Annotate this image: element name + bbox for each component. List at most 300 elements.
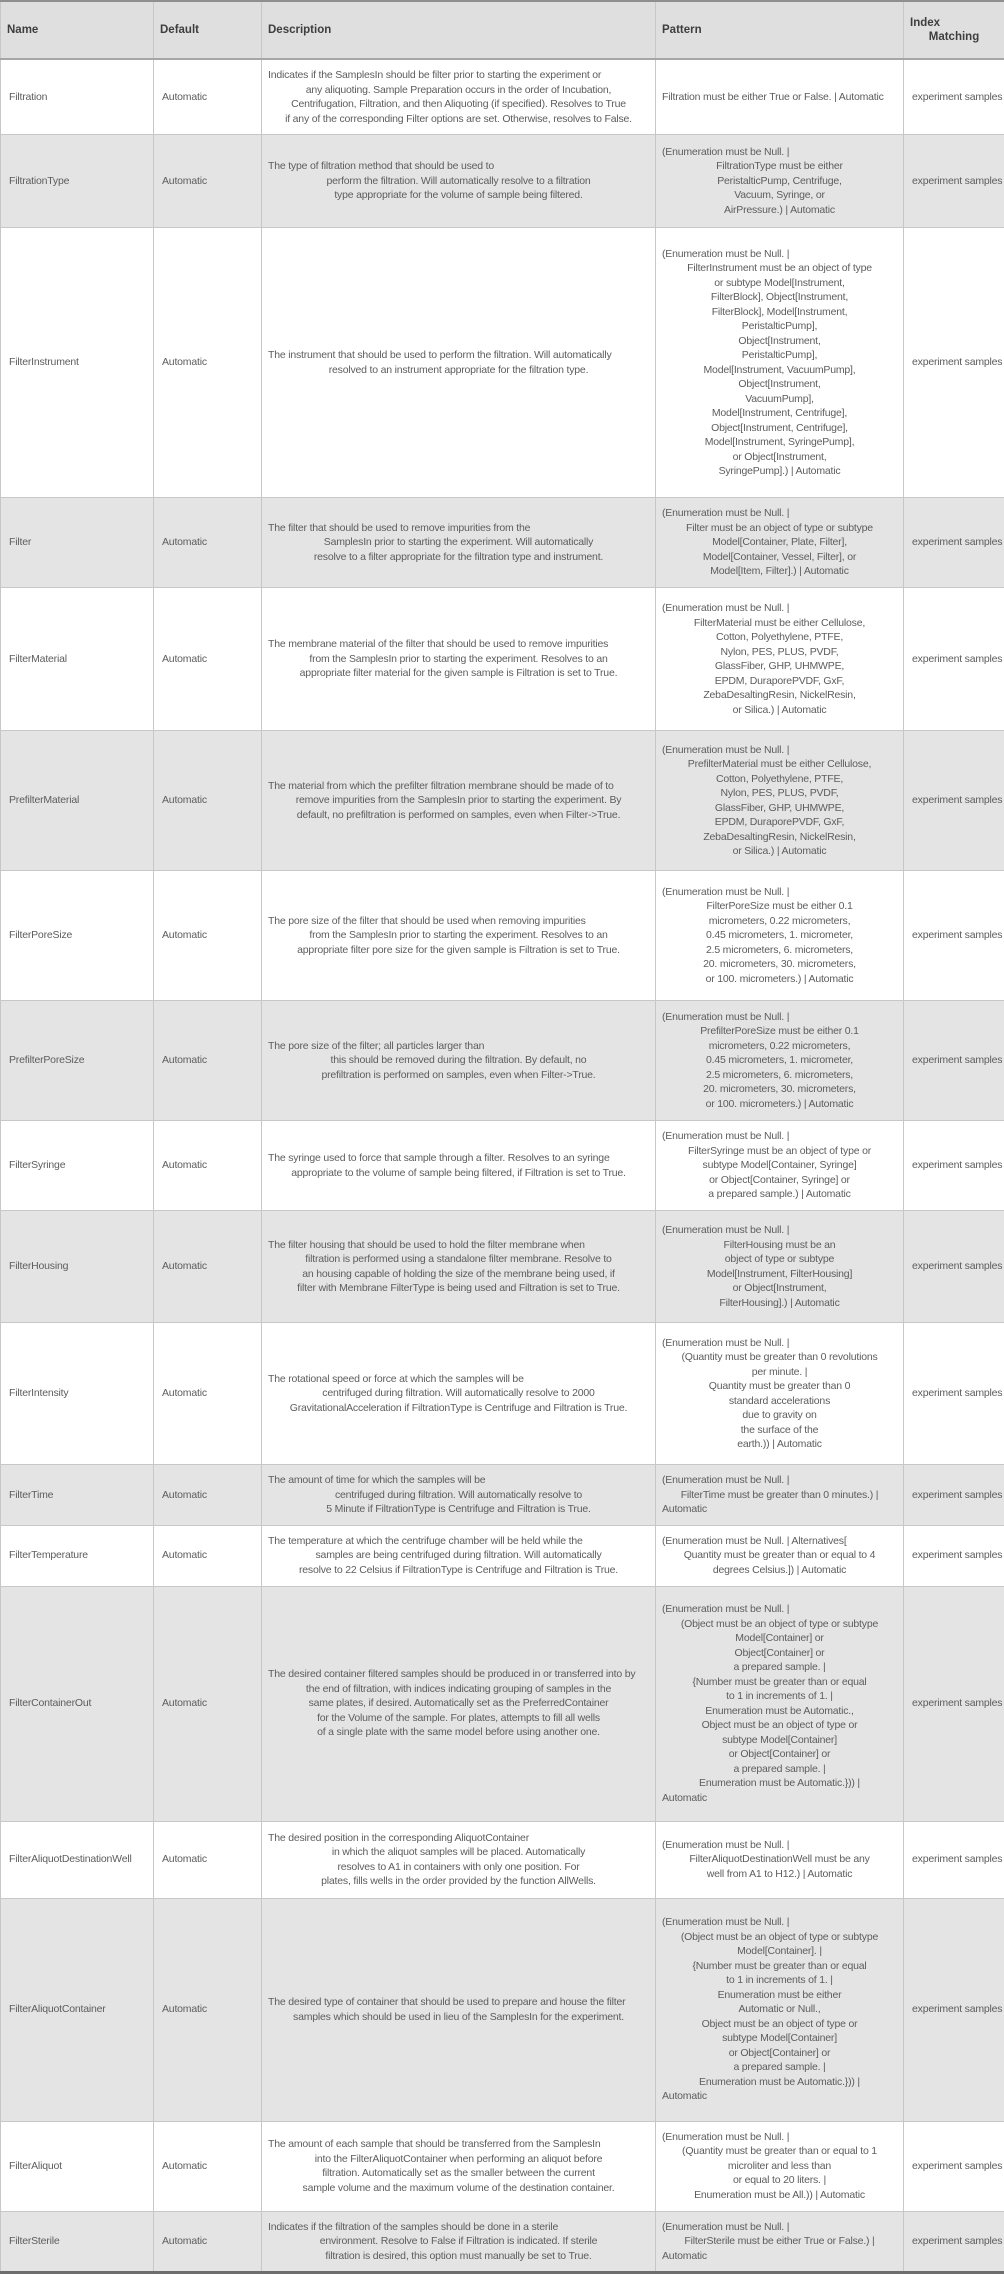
text-line: (Object must be an object of type or subtype [662, 1930, 897, 1945]
text-line: experiment samples [912, 1386, 998, 1401]
option-description-cell [262, 731, 656, 871]
text-line: The desired type of container that should be used to prepare and house the filter [268, 1995, 649, 2010]
text-line: Indicates if the SamplesIn should be filter prior to starting the experiment or [268, 68, 649, 83]
option-index-matching-cell [904, 588, 1004, 731]
text-line: prefiltration is performed on samples, even when Filter->True. [268, 1068, 649, 1083]
text-line: a prepared sample.) | Automatic [662, 1187, 897, 1202]
text-line: FilterSterile must be either True or False.) | [662, 2234, 897, 2249]
text-line: resolves to A1 in containers with only one position. For [268, 1860, 649, 1875]
text-line: GravitationalAcceleration if FiltrationType is Centrifuge and Filtration is True. [268, 1401, 649, 1416]
text-line: (Enumeration must be Null. | [662, 743, 897, 758]
text-line: experiment samples [912, 355, 998, 370]
text-line: PrefilterMaterial [9, 793, 147, 808]
option-description-cell [262, 1211, 656, 1323]
text-line: Filtration must be either True or False. | Automatic [662, 90, 897, 105]
text-line: or Silica.) | Automatic [662, 703, 897, 718]
text-line: The syringe used to force that sample through a filter. Resolves to an syringe [268, 1151, 649, 1166]
option-description-cell [262, 1525, 656, 1586]
text-line: an housing capable of holding the size of the membrane being used, if [268, 1267, 649, 1282]
text-line: SyringePump].) | Automatic [662, 464, 897, 479]
text-line: PrefilterPoreSize must be either 0.1 [662, 1024, 897, 1039]
option-row [1, 135, 1004, 228]
text-line: experiment samples [912, 2234, 998, 2249]
option-name-cell [1, 1121, 154, 1211]
text-line: (Object must be an object of type or subtype [662, 1617, 897, 1632]
header-description-label: Description [268, 23, 649, 38]
text-line: Model[Container]. | [662, 1944, 897, 1959]
header-index-matching-label-line2: Matching [910, 30, 998, 45]
text-line: Automatic [162, 928, 255, 943]
text-line: FilterAliquotDestinationWell [9, 1852, 147, 1867]
text-line: FilterHousing must be an [662, 1238, 897, 1253]
option-name-cell [1, 1465, 154, 1526]
text-line: Filter [9, 535, 147, 550]
text-line: resolve to a filter appropriate for the filtration type and instrument. [268, 550, 649, 565]
text-line: Automatic [662, 1791, 897, 1806]
text-line: Cotton, Polyethylene, PTFE, [662, 772, 897, 787]
text-line: Automatic [162, 2002, 255, 2017]
text-line: earth.)) | Automatic [662, 1437, 897, 1452]
text-line: a prepared sample. | [662, 1660, 897, 1675]
text-line: Automatic [162, 652, 255, 667]
text-line: the end of filtration, with indices indicating grouping of samples in the [268, 1682, 649, 1697]
text-line: 5 Minute if FiltrationType is Centrifuge and Filtration is True. [268, 1502, 649, 1517]
text-line: The amount of each sample that should be transferred from the SamplesIn [268, 2137, 649, 2152]
option-description-cell [262, 59, 656, 135]
text-line: experiment samples [912, 2002, 998, 2017]
option-default-cell [154, 1898, 262, 2121]
option-name-cell [1, 1323, 154, 1465]
text-line: subtype Model[Container] [662, 1733, 897, 1748]
text-line: Nylon, PES, PLUS, PVDF, [662, 645, 897, 660]
text-line: centrifuged during filtration. Will automatically resolve to 2000 [268, 1386, 649, 1401]
text-line: the surface of the [662, 1423, 897, 1438]
text-line: centrifuged during filtration. Will automatically resolve to [268, 1488, 649, 1503]
text-line: FilterHousing].) | Automatic [662, 1296, 897, 1311]
option-pattern-cell [656, 1465, 904, 1526]
text-line: The desired container filtered samples should be produced in or transferred into by [268, 1667, 649, 1682]
option-description-cell [262, 1821, 656, 1898]
text-line: per minute. | [662, 1365, 897, 1380]
option-default-cell [154, 1586, 262, 1821]
text-line: Filter must be an object of type or subtype [662, 521, 897, 536]
text-line: FilterTime must be greater than 0 minutes.) | [662, 1488, 897, 1503]
text-line: The type of filtration method that should be used to [268, 159, 649, 174]
text-line: PeristalticPump, Centrifuge, [662, 174, 897, 189]
option-default-cell [154, 135, 262, 228]
option-description-cell [262, 498, 656, 588]
text-line: this should be removed during the filtration. By default, no [268, 1053, 649, 1068]
option-default-cell [154, 59, 262, 135]
option-row [1, 731, 1004, 871]
option-index-matching-cell [904, 1586, 1004, 1821]
text-line: experiment samples [912, 1053, 998, 1068]
text-line: Automatic [162, 2234, 255, 2249]
text-line: (Enumeration must be Null. | [662, 885, 897, 900]
text-line: Model[Instrument, Centrifuge], [662, 406, 897, 421]
text-line: Automatic [162, 1488, 255, 1503]
text-line: Automatic [162, 1259, 255, 1274]
text-line: Model[Container] or [662, 1631, 897, 1646]
option-index-matching-cell [904, 1821, 1004, 1898]
text-line: GlassFiber, GHP, UHMWPE, [662, 801, 897, 816]
option-name-cell [1, 135, 154, 228]
text-line: for the Volume of the sample. For plates, attempts to fill all wells [268, 1711, 649, 1726]
option-description-cell [262, 1898, 656, 2121]
option-name-cell [1, 1821, 154, 1898]
options-table-body [1, 59, 1004, 2273]
option-row [1, 2211, 1004, 2273]
text-line: FilterInstrument [9, 355, 147, 370]
option-index-matching-cell [904, 135, 1004, 228]
option-name-cell [1, 871, 154, 1001]
header-default-label: Default [160, 23, 255, 38]
text-line: Automatic [162, 2159, 255, 2174]
text-line: Automatic [162, 174, 255, 189]
option-pattern-cell [656, 2211, 904, 2273]
text-line: experiment samples [912, 652, 998, 667]
option-pattern-cell [656, 1001, 904, 1121]
text-line: 20. micrometers, 30. micrometers, [662, 957, 897, 972]
text-line: Automatic [162, 535, 255, 550]
text-line: FilterPoreSize must be either 0.1 [662, 899, 897, 914]
text-line: or Object[Container, Syringe] or [662, 1173, 897, 1188]
text-line: filtration is performed using a standalone filter membrane. Resolve to [268, 1252, 649, 1267]
text-line: FilterMaterial must be either Cellulose, [662, 616, 897, 631]
option-default-cell [154, 731, 262, 871]
text-line: {Number must be greater than or equal [662, 1959, 897, 1974]
option-index-matching-cell [904, 1525, 1004, 1586]
text-line: FilterTemperature [9, 1548, 147, 1563]
option-pattern-cell [656, 228, 904, 498]
text-line: (Enumeration must be Null. | [662, 1010, 897, 1025]
text-line: subtype Model[Container] [662, 2031, 897, 2046]
option-description-cell [262, 1121, 656, 1211]
text-line: (Enumeration must be Null. | [662, 1223, 897, 1238]
text-line: resolved to an instrument appropriate for the filtration type. [268, 363, 649, 378]
text-line: well from A1 to H12.) | Automatic [662, 1867, 897, 1882]
option-description-cell [262, 1001, 656, 1121]
text-line: Automatic [162, 1696, 255, 1711]
option-pattern-cell [656, 871, 904, 1001]
text-line: or equal to 20 liters. | [662, 2173, 897, 2188]
option-row [1, 1323, 1004, 1465]
text-line: Automatic [162, 1548, 255, 1563]
text-line: (Enumeration must be Null. | [662, 1915, 897, 1930]
text-line: {Number must be greater than or equal [662, 1675, 897, 1690]
text-line: FilterBlock], Object[Instrument, [662, 290, 897, 305]
option-description-cell [262, 871, 656, 1001]
header-row [1, 1, 1004, 59]
text-line: filter with Membrane FilterType is being used and Filtration is set to True. [268, 1281, 649, 1296]
option-description-cell [262, 1323, 656, 1465]
text-line: micrometers, 0.22 micrometers, [662, 1039, 897, 1054]
text-line: The pore size of the filter that should be used when removing impurities [268, 914, 649, 929]
text-line: 0.45 micrometers, 1. micrometer, [662, 1053, 897, 1068]
option-default-cell [154, 2211, 262, 2273]
option-pattern-cell [656, 1821, 904, 1898]
option-name-cell [1, 1586, 154, 1821]
option-index-matching-cell [904, 498, 1004, 588]
text-line: Automatic [162, 1158, 255, 1173]
text-line: Automatic [162, 1386, 255, 1401]
text-line: experiment samples [912, 928, 998, 943]
text-line: Enumeration must be either [662, 1988, 897, 2003]
text-line: or 100. micrometers.) | Automatic [662, 1097, 897, 1112]
option-description-cell [262, 135, 656, 228]
text-line: subtype Model[Container, Syringe] [662, 1158, 897, 1173]
option-row [1, 588, 1004, 731]
text-line: object of type or subtype [662, 1252, 897, 1267]
option-row [1, 59, 1004, 135]
text-line: Object[Instrument, Centrifuge], [662, 421, 897, 436]
text-line: (Enumeration must be Null. | [662, 601, 897, 616]
text-line: FilterPoreSize [9, 928, 147, 943]
option-description-cell [262, 228, 656, 498]
text-line: Model[Instrument, VacuumPump], [662, 363, 897, 378]
text-line: (Enumeration must be Null. | [662, 1838, 897, 1853]
option-name-cell [1, 228, 154, 498]
text-line: The pore size of the filter; all particles larger than [268, 1039, 649, 1054]
option-row [1, 1121, 1004, 1211]
text-line: The amount of time for which the samples will be [268, 1473, 649, 1488]
option-default-cell [154, 1323, 262, 1465]
option-pattern-cell [656, 1586, 904, 1821]
option-row [1, 1211, 1004, 1323]
text-line: to 1 in increments of 1. | [662, 1973, 897, 1988]
option-row [1, 1525, 1004, 1586]
text-line: The desired position in the corresponding AliquotContainer [268, 1831, 649, 1846]
option-index-matching-cell [904, 731, 1004, 871]
option-row [1, 1586, 1004, 1821]
text-line: Model[Instrument, FilterHousing] [662, 1267, 897, 1282]
option-row [1, 498, 1004, 588]
option-row [1, 1898, 1004, 2121]
text-line: Automatic [662, 2249, 897, 2264]
text-line: FilterSyringe must be an object of type or [662, 1144, 897, 1159]
text-line: experiment samples [912, 2159, 998, 2174]
text-line: appropriate to the volume of sample being filtered, if Filtration is set to True. [268, 1166, 649, 1181]
text-line: The filter that should be used to remove impurities from the [268, 521, 649, 536]
text-line: or Silica.) | Automatic [662, 844, 897, 859]
option-default-cell [154, 588, 262, 731]
header-default [154, 1, 262, 59]
text-line: into the FilterAliquotContainer when performing an aliquot before [268, 2152, 649, 2167]
text-line: Object[Container] or [662, 1646, 897, 1661]
text-line: experiment samples [912, 1259, 998, 1274]
text-line: FilterBlock], Model[Instrument, [662, 305, 897, 320]
text-line: (Enumeration must be Null. | [662, 1336, 897, 1351]
text-line: experiment samples [912, 1548, 998, 1563]
text-line: PeristalticPump], [662, 319, 897, 334]
text-line: or Object[Container] or [662, 2046, 897, 2061]
text-line: experiment samples [912, 793, 998, 808]
text-line: a prepared sample. | [662, 2060, 897, 2075]
option-name-cell [1, 1001, 154, 1121]
text-line: micrometers, 0.22 micrometers, [662, 914, 897, 929]
option-default-cell [154, 871, 262, 1001]
text-line: (Enumeration must be Null. | [662, 506, 897, 521]
text-line: Automatic [662, 2089, 897, 2104]
text-line: type appropriate for the volume of sample being filtered. [268, 188, 649, 203]
text-line: Quantity must be greater than or equal to 4 [662, 1548, 897, 1563]
text-line: (Enumeration must be Null. | [662, 1473, 897, 1488]
option-name-cell [1, 1211, 154, 1323]
text-line: if any of the corresponding Filter options are set. Otherwise, resolves to False. [268, 112, 649, 127]
option-name-cell [1, 498, 154, 588]
text-line: FilterSyringe [9, 1158, 147, 1173]
option-row [1, 1001, 1004, 1121]
option-name-cell [1, 2211, 154, 2273]
text-line: to 1 in increments of 1. | [662, 1689, 897, 1704]
text-line: default, no prefiltration is performed on samples, even when Filter->True. [268, 808, 649, 823]
option-description-cell [262, 588, 656, 731]
option-default-cell [154, 1121, 262, 1211]
option-pattern-cell [656, 135, 904, 228]
text-line: due to gravity on [662, 1408, 897, 1423]
text-line: experiment samples [912, 1488, 998, 1503]
text-line: The membrane material of the filter that should be used to remove impurities [268, 637, 649, 652]
text-line: experiment samples [912, 174, 998, 189]
option-row [1, 871, 1004, 1001]
text-line: or 100. micrometers.) | Automatic [662, 972, 897, 987]
text-line: degrees Celsius.]) | Automatic [662, 1563, 897, 1578]
text-line: resolve to 22 Celsius if FiltrationType is Centrifuge and Filtration is True. [268, 1563, 649, 1578]
text-line: (Enumeration must be Null. | [662, 145, 897, 160]
option-default-cell [154, 2121, 262, 2211]
text-line: Nylon, PES, PLUS, PVDF, [662, 786, 897, 801]
text-line: experiment samples [912, 90, 998, 105]
option-pattern-cell [656, 731, 904, 871]
header-name-label: Name [7, 23, 147, 38]
text-line: FilterInstrument must be an object of type [662, 261, 897, 276]
header-description [262, 1, 656, 59]
text-line: ZebaDesaltingResin, NickelResin, [662, 830, 897, 845]
text-line: (Quantity must be greater than or equal to 1 [662, 2144, 897, 2159]
text-line: remove impurities from the SamplesIn prior to starting the experiment. By [268, 793, 649, 808]
text-line: any aliquoting. Sample Preparation occurs in the order of Incubation, [268, 83, 649, 98]
text-line: AirPressure.) | Automatic [662, 203, 897, 218]
option-pattern-cell [656, 2121, 904, 2211]
text-line: Automatic or Null., [662, 2002, 897, 2017]
option-name-cell [1, 1898, 154, 2121]
text-line: (Enumeration must be Null. | [662, 1129, 897, 1144]
option-name-cell [1, 59, 154, 135]
text-line: Cotton, Polyethylene, PTFE, [662, 630, 897, 645]
text-line: ZebaDesaltingResin, NickelResin, [662, 688, 897, 703]
header-index-matching [904, 1, 1004, 59]
text-line: experiment samples [912, 1696, 998, 1711]
text-line: Vacuum, Syringe, or [662, 188, 897, 203]
option-index-matching-cell [904, 2211, 1004, 2273]
option-description-cell [262, 2211, 656, 2273]
text-line: Indicates if the filtration of the samples should be done in a sterile [268, 2220, 649, 2235]
text-line: (Enumeration must be Null. | [662, 247, 897, 262]
text-line: of a single plate with the same model before using another one. [268, 1725, 649, 1740]
text-line: FilterIntensity [9, 1386, 147, 1401]
text-line: same plates, if desired. Automatically set as the PreferredContainer [268, 1696, 649, 1711]
option-description-cell [262, 1586, 656, 1821]
option-index-matching-cell [904, 228, 1004, 498]
text-line: FilterAliquot [9, 2159, 147, 2174]
text-line: or subtype Model[Instrument, [662, 276, 897, 291]
text-line: Automatic [162, 793, 255, 808]
text-line: experiment samples [912, 1158, 998, 1173]
text-line: The filter housing that should be used to hold the filter membrane when [268, 1238, 649, 1253]
option-index-matching-cell [904, 871, 1004, 1001]
option-row [1, 1821, 1004, 1898]
text-line: FilterSterile [9, 2234, 147, 2249]
option-pattern-cell [656, 1525, 904, 1586]
option-default-cell [154, 228, 262, 498]
text-line: or Object[Instrument, [662, 1281, 897, 1296]
text-line: Quantity must be greater than 0 [662, 1379, 897, 1394]
option-name-cell [1, 588, 154, 731]
option-index-matching-cell [904, 1001, 1004, 1121]
text-line: Object[Instrument, [662, 334, 897, 349]
text-line: Enumeration must be All.)) | Automatic [662, 2188, 897, 2203]
option-row [1, 228, 1004, 498]
text-line: microliter and less than [662, 2159, 897, 2174]
text-line: Model[Instrument, SyringePump], [662, 435, 897, 450]
option-description-cell [262, 2121, 656, 2211]
text-line: The instrument that should be used to perform the filtration. Will automatically [268, 348, 649, 363]
option-pattern-cell [656, 588, 904, 731]
option-row [1, 2121, 1004, 2211]
option-pattern-cell [656, 59, 904, 135]
text-line: filtration. Automatically set as the smaller between the current [268, 2166, 649, 2181]
text-line: perform the filtration. Will automatically resolve to a filtration [268, 174, 649, 189]
text-line: FiltrationType [9, 174, 147, 189]
option-index-matching-cell [904, 1211, 1004, 1323]
text-line: Object must be an object of type or [662, 1718, 897, 1733]
text-line: GlassFiber, GHP, UHMWPE, [662, 659, 897, 674]
text-line: 20. micrometers, 30. micrometers, [662, 1082, 897, 1097]
option-index-matching-cell [904, 1323, 1004, 1465]
text-line: FilterContainerOut [9, 1696, 147, 1711]
text-line: VacuumPump], [662, 392, 897, 407]
option-index-matching-cell [904, 1121, 1004, 1211]
text-line: (Enumeration must be Null. | [662, 1602, 897, 1617]
text-line: EPDM, DuraporePVDF, GxF, [662, 815, 897, 830]
text-line: or Object[Container] or [662, 1747, 897, 1762]
option-name-cell [1, 2121, 154, 2211]
text-line: samples are being centrifuged during filtration. Will automatically [268, 1548, 649, 1563]
header-pattern-label: Pattern [662, 23, 897, 38]
option-name-cell [1, 1525, 154, 1586]
text-line: (Enumeration must be Null. | Alternatives[ [662, 1534, 897, 1549]
text-line: experiment samples [912, 535, 998, 550]
text-line: from the SamplesIn prior to starting the experiment. Resolves to an [268, 652, 649, 667]
text-line: FiltrationType must be either [662, 159, 897, 174]
text-line: FilterHousing [9, 1259, 147, 1274]
text-line: 2.5 micrometers, 6. micrometers, [662, 1068, 897, 1083]
text-line: FilterAliquotDestinationWell must be any [662, 1852, 897, 1867]
text-line: appropriate filter material for the given sample is Filtration is set to True. [268, 666, 649, 681]
text-line: 2.5 micrometers, 6. micrometers, [662, 943, 897, 958]
option-row [1, 1465, 1004, 1526]
text-line: PeristalticPump], [662, 348, 897, 363]
text-line: Object[Instrument, [662, 377, 897, 392]
text-line: filtration is desired, this option must manually be set to True. [268, 2249, 649, 2264]
text-line: samples which should be used in lieu of the SamplesIn for the experiment. [268, 2010, 649, 2025]
text-line: PrefilterMaterial must be either Cellulose, [662, 757, 897, 772]
option-pattern-cell [656, 1898, 904, 2121]
text-line: FilterMaterial [9, 652, 147, 667]
text-line: (Quantity must be greater than 0 revolutions [662, 1350, 897, 1365]
option-default-cell [154, 1525, 262, 1586]
option-index-matching-cell [904, 1465, 1004, 1526]
